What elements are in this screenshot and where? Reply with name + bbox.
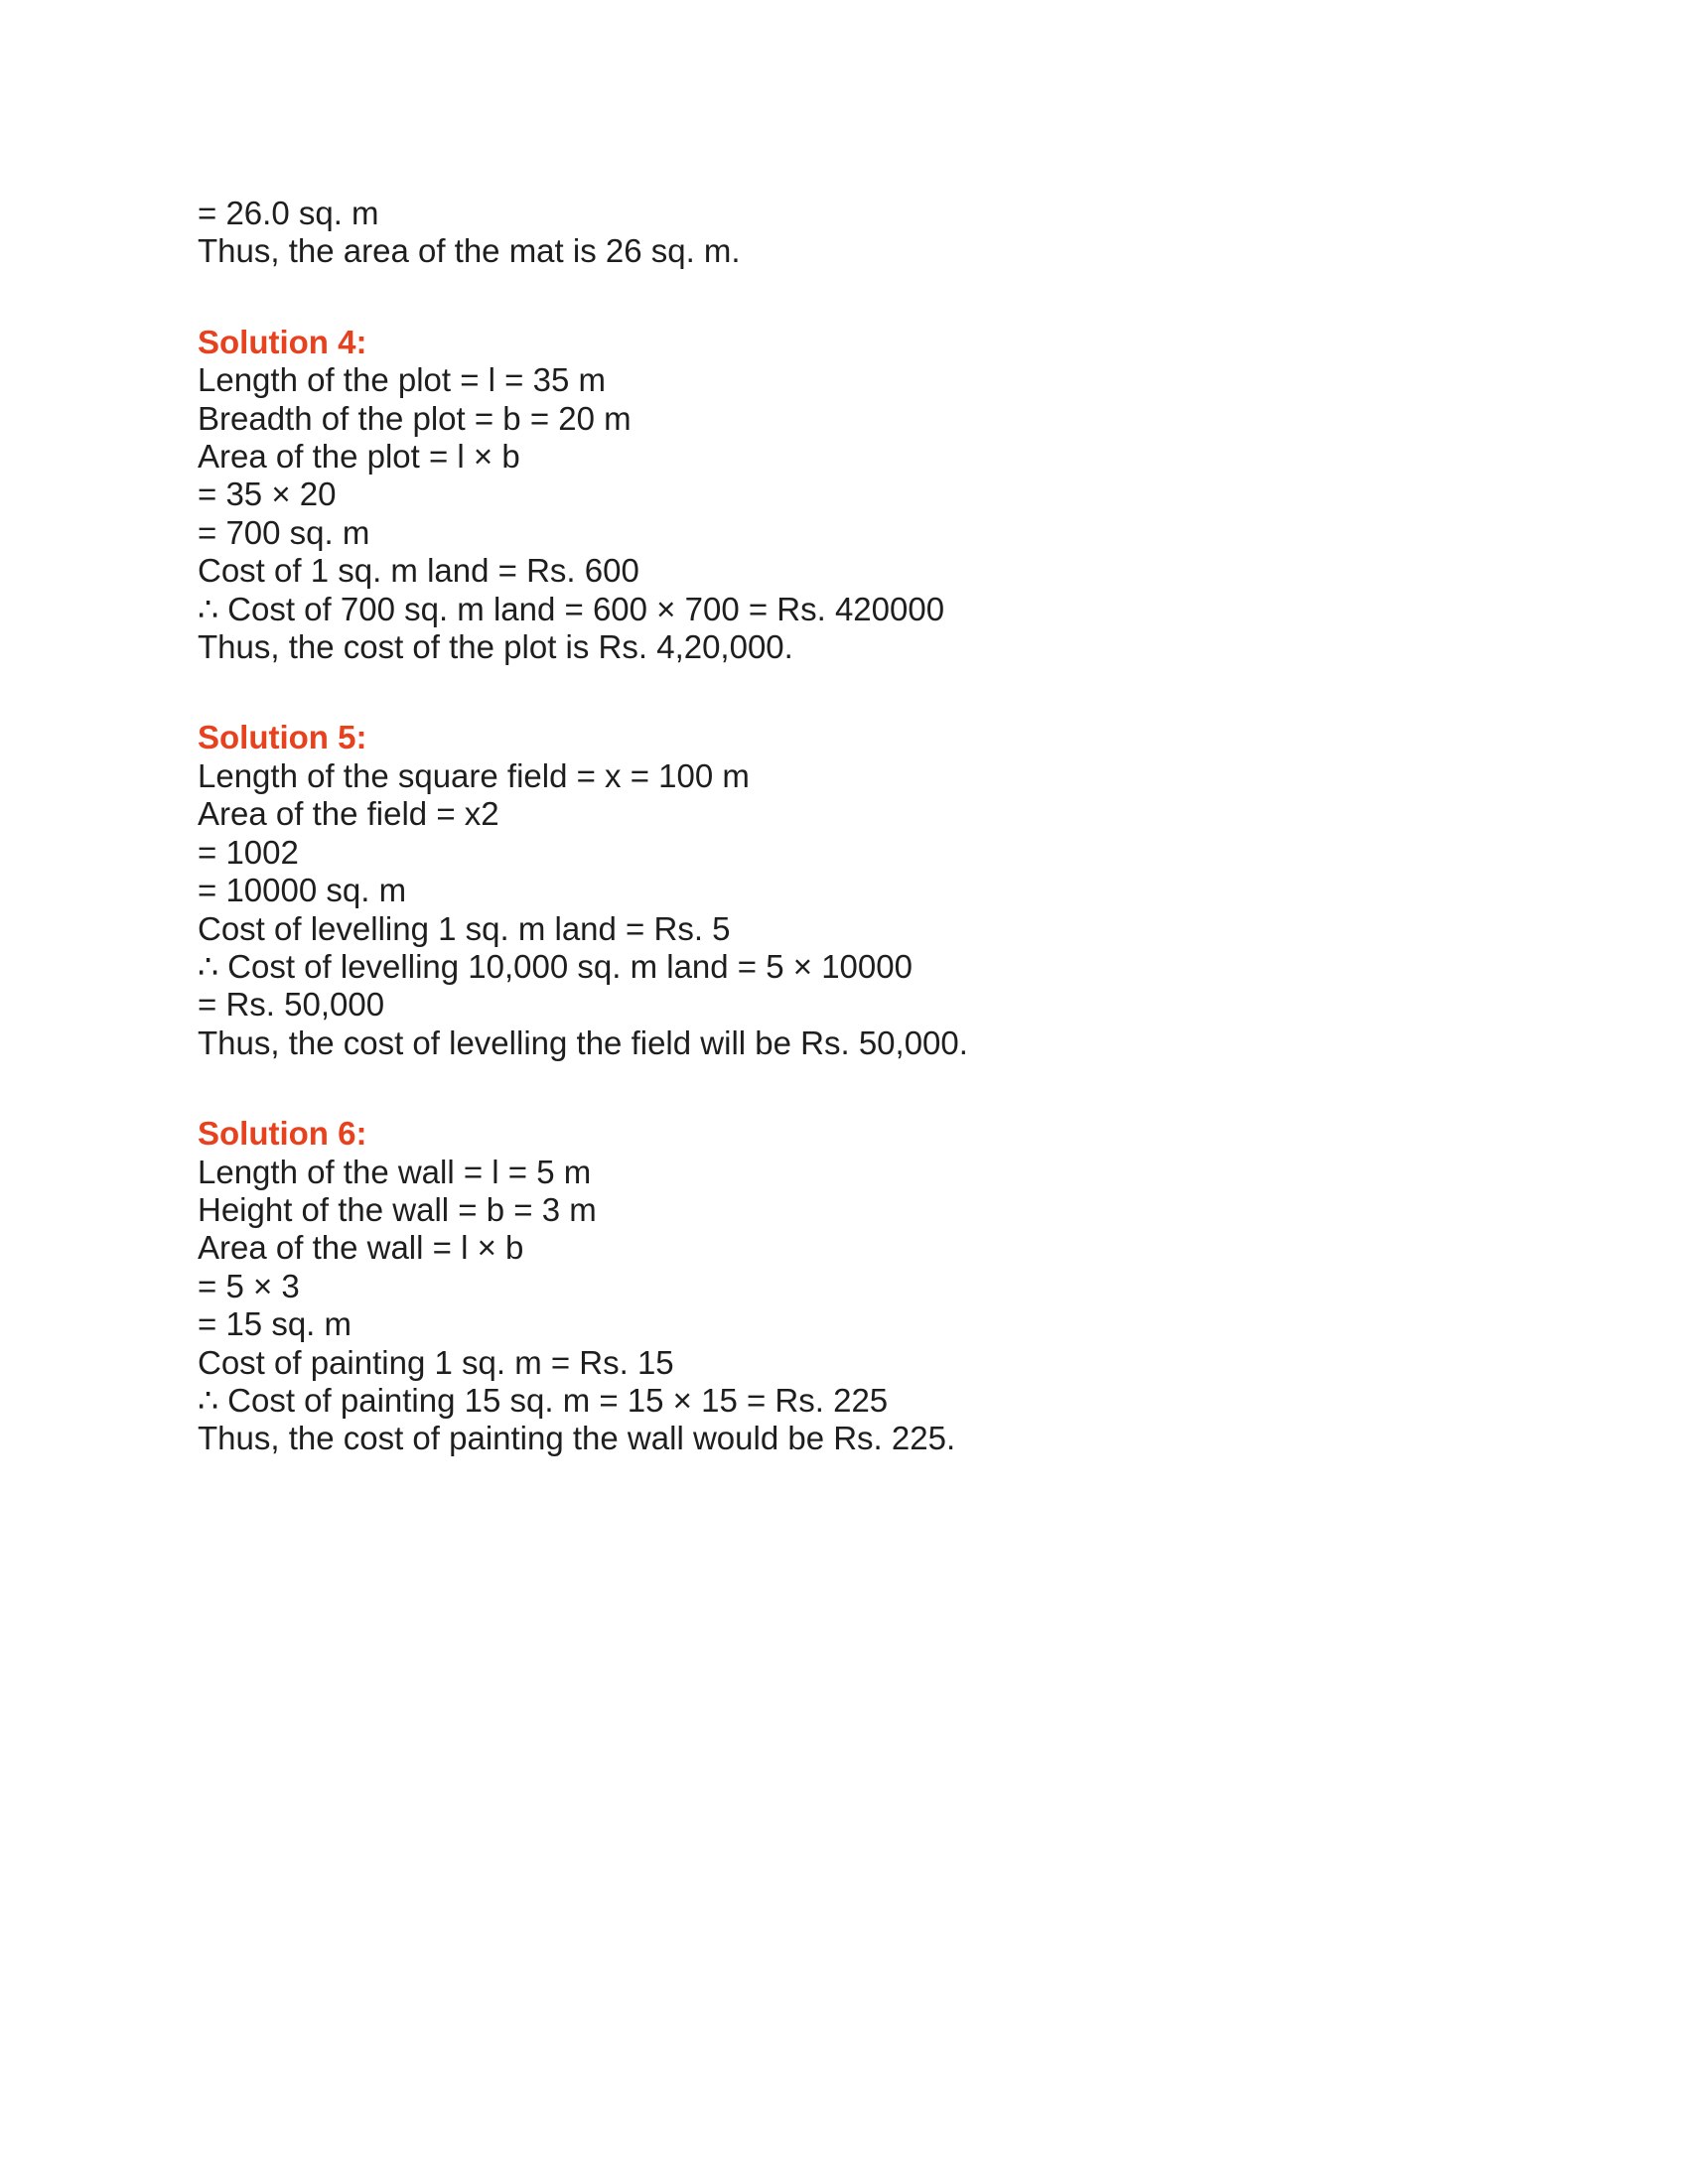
text-line: Length of the plot = l = 35 m: [198, 361, 606, 399]
text-line: Thus, the cost of painting the wall would be Rs. 225.: [198, 1420, 956, 1457]
solution-heading: Solution 6:: [198, 1115, 367, 1153]
solution-heading: Solution 5:: [198, 719, 367, 756]
text-line: = Rs. 50,000: [198, 986, 385, 1024]
solution-6: [198, 1115, 1488, 1458]
text-line: Height of the wall = b = 3 m: [198, 1190, 597, 1228]
text-line: Length of the wall = l = 5 m: [198, 1153, 592, 1190]
text-line: Cost of painting 1 sq. m = Rs. 15: [198, 1343, 674, 1381]
text-line: ∴ Cost of painting 15 sq. m = 15 × 15 = Rs. 225: [198, 1381, 889, 1419]
solution-heading: Solution 4:: [198, 323, 367, 360]
text-line: = 5 × 3: [198, 1267, 300, 1304]
text-line: Breadth of the plot = b = 20 m: [198, 399, 632, 437]
text-line: Area of the plot = l × b: [198, 438, 520, 476]
text-line: Thus, the area of the mat is 26 sq. m.: [198, 232, 741, 270]
text-line: Thus, the cost of the plot is Rs. 4,20,000.: [198, 628, 793, 666]
text-line: Thus, the cost of levelling the field will be Rs. 50,000.: [198, 1024, 968, 1061]
text-line: = 15 sq. m: [198, 1305, 352, 1343]
text-line: ∴ Cost of 700 sq. m land = 600 × 700 = Rs. 420000: [198, 590, 945, 627]
text-line: = 35 × 20: [198, 476, 337, 513]
text-line: Area of the wall = l × b: [198, 1229, 524, 1267]
text-line: = 10000 sq. m: [198, 872, 407, 909]
text-line: ∴ Cost of levelling 10,000 sq. m land = 5 × 10000: [198, 947, 913, 985]
text-line: = 700 sq. m: [198, 513, 370, 551]
text-line: = 1002: [198, 833, 299, 871]
intro-block: [198, 195, 1488, 271]
solution-4: [198, 324, 1488, 667]
text-line: = 26.0 sq. m: [198, 195, 379, 231]
text-line: Cost of levelling 1 sq. m land = Rs. 5: [198, 909, 731, 947]
text-line: Area of the field = x2: [198, 795, 499, 833]
solution-5: [198, 719, 1488, 1062]
document-page: [198, 195, 1488, 1458]
text-line: Length of the square field = x = 100 m: [198, 756, 750, 794]
text-line: Cost of 1 sq. m land = Rs. 600: [198, 552, 639, 590]
